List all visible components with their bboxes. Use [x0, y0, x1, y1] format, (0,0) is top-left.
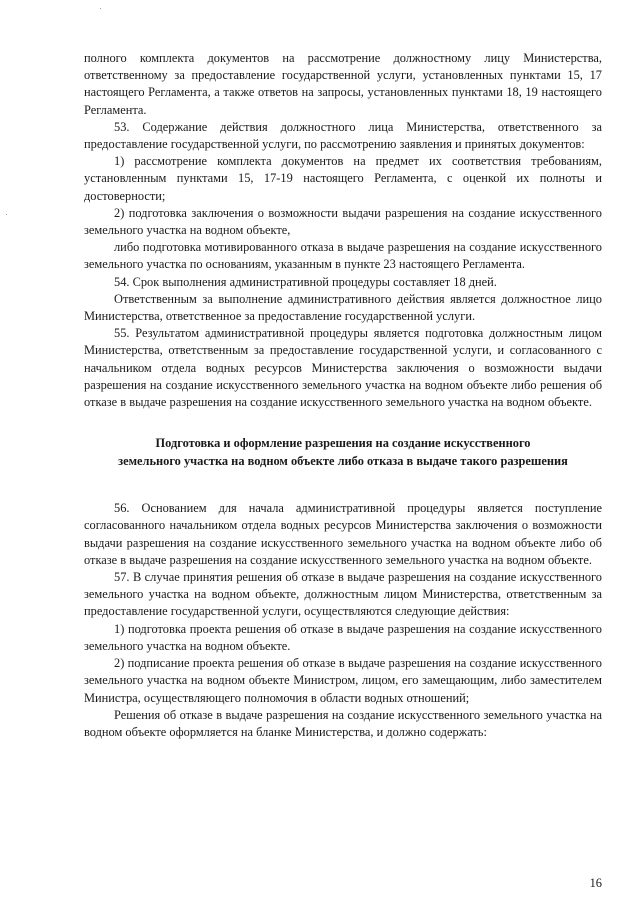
paragraph: полного комплекта документов на рассмотрение должностному лицу Министерства, ответственному за предоставление государственной услуги, установленных пунктами 15, 17 настоящего Регламента, а также ответов на запросы, установленных пунктами 18, 19 настоящего Регламента.	[84, 51, 602, 117]
section-heading-line-2: земельного участка на водном объекте либо отказа в выдаче такого разрешения	[118, 453, 568, 468]
scan-mark-top	[100, 8, 101, 9]
paragraph: 53. Содержание действия должностного лица Министерства, ответственного за предоставление государственной услуги, по рассмотрению заявления и принятых документов:	[84, 119, 602, 152]
paragraphs-after	[84, 500, 602, 741]
paragraph: 54. Срок выполнения административной процедуры составляет 18 дней.	[114, 274, 497, 289]
paragraph: 57. В случае принятия решения об отказе в выдаче разрешения на создание искусственного земельного участка на водном объекте, должностным лицом Министерства, ответственным за предоставление государственной услуги, осуществляются следующие действия:	[84, 570, 602, 619]
paragraph: Ответственным за выполнение административного действия является должностное лицо Министерства, ответственное за предоставление государственной услуги.	[84, 291, 602, 324]
page-number: 16	[589, 876, 602, 890]
section-heading	[84, 435, 602, 470]
paragraph: Решения об отказе в выдаче разрешения на создание искусственного земельного участка на водном объекте оформляется на бланке Министерства, и должно содержать:	[84, 707, 602, 739]
paragraph: 1) подготовка проекта решения об отказе в выдаче разрешения на создание искусственного земельного участка на водном объекте.	[84, 621, 602, 653]
document-page	[84, 50, 602, 741]
paragraph: 1) рассмотрение комплекта документов на предмет их соответствия требованиям, установленным пунктами 15, 17-19 настоящего Регламента, с оценкой их полноты и достоверности;	[84, 154, 602, 203]
section-heading-line-1: Подготовка и оформление разрешения на создание искусственного	[155, 436, 531, 451]
paragraph: 2) подготовка заключения о возможности выдачи разрешения на создание искусственного земельного участка на водном объекте,	[84, 205, 602, 238]
paragraph: 56. Основанием для начала административной процедуры является поступление согласованного начальником отдела водных ресурсов Министерства заключения о возможности выдачи разрешения на создание искусственного земельного участка на водном объекте либо об отказе в выдаче разрешения на создание искусственного земельного участка на водном объекте.	[84, 501, 602, 567]
paragraph: либо подготовка мотивированного отказа в выдаче разрешения на создание искусственного земельного участка по основаниям, указанным в пункте 23 настоящего Регламента.	[84, 240, 602, 272]
scan-mark-left	[6, 214, 7, 215]
paragraph: 2) подписание проекта решения об отказе в выдаче разрешения на создание искусственного земельного участка на водном объекте Министром, лицом, его замещающим, либо заместителем Министра, осуществляющего полномочия в области водных отношений;	[84, 656, 602, 705]
paragraph: 55. Результатом административной процедуры является подготовка должностным лицом Министерства, ответственным за предоставление государственной услуги, и согласованного с начальником отдела водных ресурсов Министерства заключения о возможности выдачи разрешения на создание искусственного земельного участка на водном объекте либо решения об отказе в выдаче разрешения на создание искусственного земельного участка на водном объекте.	[84, 326, 602, 410]
paragraphs-before	[84, 50, 602, 411]
